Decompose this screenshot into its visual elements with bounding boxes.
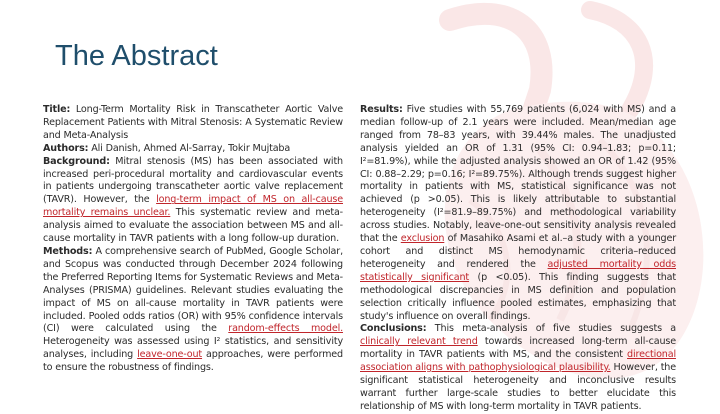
results-text-a: Five studies with 55,769 patients (6,024 with MS) and a median follow-up of 2.1 years were included. Mean/median age ranged from 78–83 years, with 39.44% males. The unadjusted analysis yielded an OR of 1.31 (95% CI: 0.94–1.83; p=0.11; I²=81.9%), while the adjusted analysis showed an OR of 1.42 (95% CI: 0.88–2.29; p=0.16; I²=89.75%). Although trends suggest higher mortality in patients with MS, statistical significance was not achieved (p >0.05). This is likely attributable to substantial heterogeneity (I²=81.9–89.75%) and methodological variability across studies. Notably, leave-one-out sensitivity analysis revealed that the [360,104,677,245]
authors-text: Ali Danish, Ahmed Al-Sarray, Tokir Mujtaba [91,142,291,154]
background-text-b: This systematic review and meta-analysis aimed to evaluate the association between MS and all-cause mortality in TAVR patients with a long follow-up duration. [43,207,343,245]
conclusions-highlight-plausibility: directional association aligns with pathophysiological plausibility. [360,349,676,374]
abstract-left-column [43,104,343,375]
background-paragraph [43,156,343,246]
conclusions-paragraph [360,323,676,413]
title-label: Title: [43,104,71,115]
results-highlight-exclusion: exclusion [400,233,445,245]
background-text-a: Mitral stenosis (MS) has been associated with increased peri-procedural mortality and cardiovascular events in patients undergoing transcatheter aortic valve replacement (TAVR). However, the [43,155,343,206]
background-label: Background: [43,155,110,167]
background-highlight: long-term impact of MS on all-cause mortality remains unclear. [43,194,343,219]
methods-text-c: approaches, were performed to ensure the robustness of findings. [43,349,343,374]
conclusions-highlight-trend: clinically relevant trend [360,336,478,348]
title-text: Long-Term Mortality Risk in Transcatheter Aortic Valve Replacement Patients with Mitral Stenosis: A Systematic Review and Meta-Analysis [43,104,344,141]
results-label: Results: [360,104,403,115]
methods-highlight-leave-one-out: leave-one-out [137,349,203,361]
conclusions-text-b: towards increased long-term all-cause mortality in TAVR patients with MS, and the consistent [360,336,676,361]
page-title: The Abstract [55,40,218,72]
conclusions-text-a: This meta-analysis of five studies suggests a [434,323,676,335]
authors-paragraph [43,143,343,156]
methods-paragraph [43,246,343,375]
results-text-c: (p <0.05). This finding suggests that methodological discrepancies in MS definition and population selection critically influence pooled estimates, emphasizing that study's influence on overall findings. [360,271,677,322]
methods-text-b: Heterogeneity was assessed using I² statistics, and sensitivity analyses, including [43,336,343,361]
results-highlight-significant: adjusted mortality odds statistically significant [360,258,676,283]
title-paragraph [43,104,343,143]
conclusions-text-c: However, the significant statistical heterogeneity and inconclusive results warrant further large-scale studies to better elucidate this relationship of MS with long-term mortality in TAVR patients. [360,362,676,412]
results-text-b: of Masahiko Asami et al.–a study with a younger cohort and distinct MS hemodynamic criteria–reduced heterogeneity and rendered the [360,233,677,270]
conclusions-label: Conclusions: [360,323,427,335]
abstract-right-column [360,104,676,414]
methods-highlight-random-effects: random-effects model. [228,323,343,335]
results-paragraph [360,104,676,323]
methods-label: Methods: [43,245,93,257]
methods-text-a: A comprehensive search of PubMed, Google Scholar, and Scopus was conducted through December 2024 following the Preferred Reporting Items for Systematic Reviews and Meta-Analyses (PRISMA) guidelines. Relevant studies evaluating the impact of MS on all-cause mortality in TAVR patients were included. Pooled odds ratios (OR) with 95% confidence intervals (CI) were calculated using the [43,245,343,335]
authors-label: Authors: [43,142,89,154]
